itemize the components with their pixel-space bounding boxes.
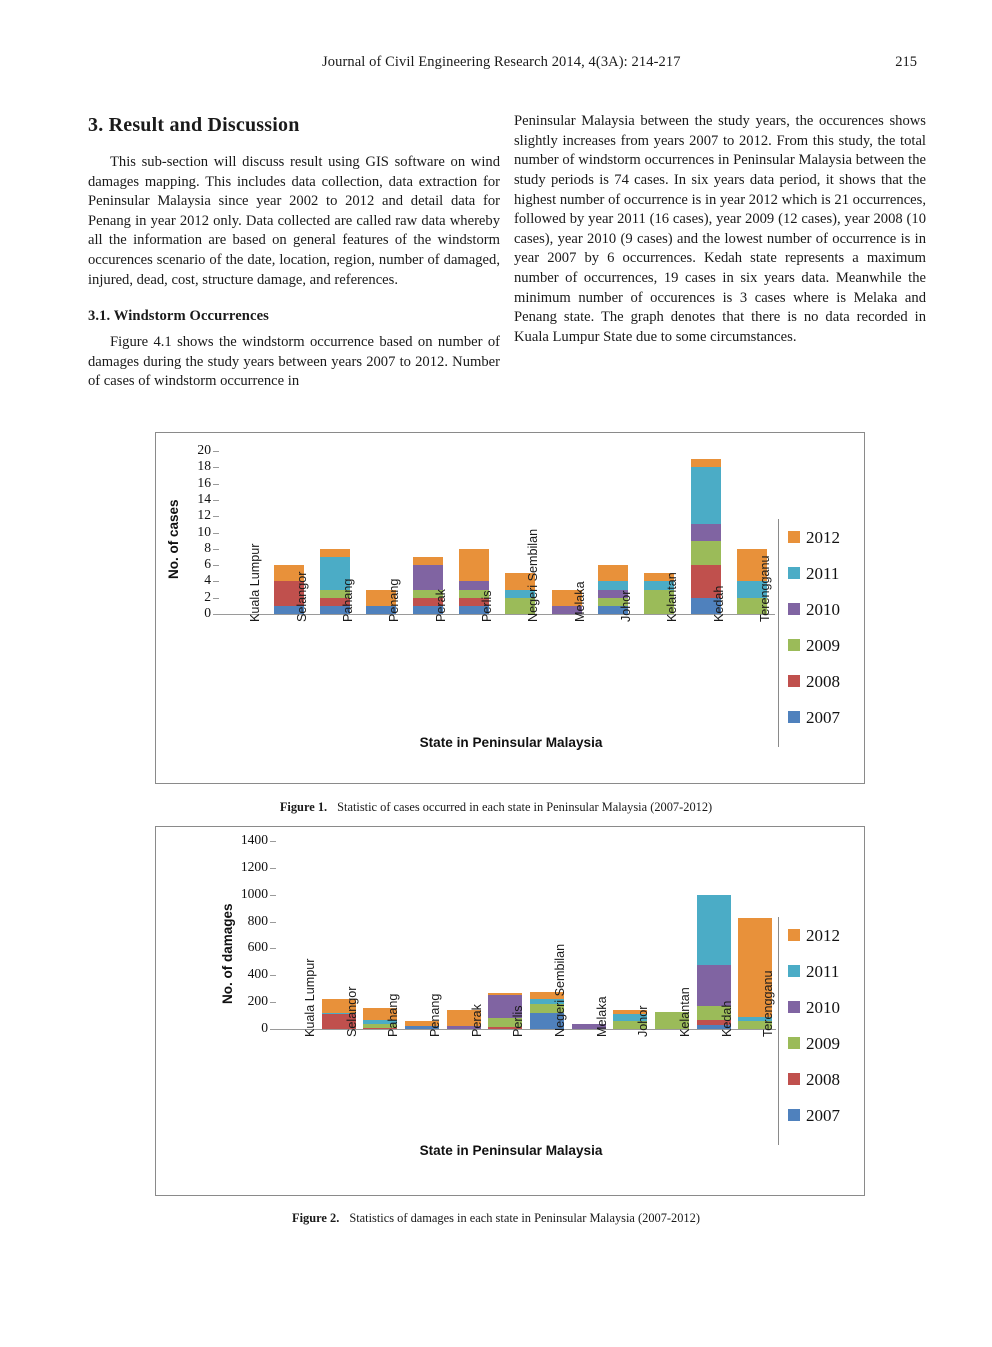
y-axis-tick-label: 18 <box>197 458 211 474</box>
legend-label: 2011 <box>806 961 840 981</box>
bar-segment-2012 <box>488 993 522 995</box>
bar-segment-2012 <box>691 459 721 467</box>
y-axis-tick-mark <box>213 500 219 501</box>
legend-item-2012[interactable] <box>788 519 840 555</box>
x-axis-tick-label: Negeri Sembilan <box>526 528 541 622</box>
y-axis-tick-label: 1400 <box>240 832 268 847</box>
y-axis-tick-mark <box>270 895 276 896</box>
x-axis-tick-label: Melaka <box>572 581 587 622</box>
legend-swatch-icon <box>788 639 800 651</box>
legend-item-2008[interactable] <box>788 1061 840 1097</box>
y-axis-tick-mark <box>213 598 219 599</box>
figure-1-caption-text: Statistic of cases occurred in each state in Peninsular Malaysia (2007-2012) <box>337 800 713 814</box>
legend-divider <box>778 519 779 747</box>
legend-swatch-icon <box>788 929 800 941</box>
x-axis-tick-label: Kedah <box>719 1000 734 1037</box>
y-axis-tick-label: 14 <box>197 490 211 506</box>
y-axis-tick-label: 200 <box>247 993 268 1009</box>
x-axis-tick-label: Perlis <box>511 1005 526 1037</box>
legend-item-2007[interactable] <box>788 1097 840 1133</box>
figure-1-frame <box>155 432 865 784</box>
x-axis-tick-label: Kedah <box>711 585 726 622</box>
x-axis-title: State in Peninsular Malaysia <box>419 735 603 750</box>
x-axis-tick-label: Kuala Lumpur <box>302 958 317 1037</box>
bar-segment-2012 <box>413 557 443 565</box>
y-axis-tick-mark <box>213 549 219 550</box>
legend-item-2011[interactable] <box>788 555 840 591</box>
legend-item-2009[interactable] <box>788 627 840 663</box>
legend-divider <box>778 917 779 1145</box>
y-axis-tick-mark <box>270 922 276 923</box>
legend-label: 2011 <box>806 563 840 583</box>
section-heading: 3. Result and Discussion <box>88 114 300 136</box>
x-axis-tick-label: Perak <box>433 589 448 622</box>
figure-2-frame <box>155 826 865 1196</box>
chart-cases-by-state <box>156 433 864 783</box>
y-axis-tick-label: 12 <box>197 507 211 523</box>
legend-item-2011[interactable] <box>788 953 840 989</box>
bar-segment-2012 <box>598 565 628 581</box>
bar-segment-2010 <box>459 581 489 589</box>
legend-item-2009[interactable] <box>788 1025 840 1061</box>
legend-label: 2008 <box>806 1069 840 1089</box>
bar-column <box>488 841 522 1029</box>
legend-item-2012[interactable] <box>788 917 840 953</box>
chart-legend <box>788 917 840 1133</box>
y-axis-tick-label: 10 <box>197 523 211 539</box>
y-axis-tick-label: 4 <box>204 572 211 588</box>
chart-damages-by-state <box>156 827 864 1195</box>
page-number: 215 <box>895 54 917 70</box>
bar-segment-2009 <box>691 541 721 565</box>
y-axis-tick-label: 1200 <box>240 858 268 874</box>
figure-2-caption <box>0 1211 992 1226</box>
y-axis-tick-mark <box>270 841 276 842</box>
legend-swatch-icon <box>788 965 800 977</box>
paragraph-windstorm-occurrences: Figure 4.1 shows the windstorm occurrence based on number of damages during the study years between years 2007 to 2012. Number of cases of windstorm occurrence in <box>88 333 500 390</box>
left-column <box>88 112 500 398</box>
y-axis-tick-mark <box>213 581 219 582</box>
x-axis-tick-label: Selangor <box>344 986 359 1037</box>
x-axis-tick-label: Kelantan <box>677 987 692 1037</box>
x-axis-tick-label: Penang <box>427 993 442 1037</box>
x-axis-tick-label: Terengganu <box>757 555 772 622</box>
legend-label: 2010 <box>806 599 840 619</box>
y-axis-tick-label: 800 <box>247 912 268 928</box>
legend-label: 2010 <box>806 997 840 1017</box>
x-axis-tick-label: Perak <box>469 1004 484 1037</box>
legend-swatch-icon <box>788 567 800 579</box>
y-axis-tick-label: 0 <box>261 1020 268 1035</box>
bar-segment-2012 <box>320 549 350 557</box>
x-axis-tick-label: Kelantan <box>665 572 680 622</box>
legend-label: 2012 <box>806 527 840 547</box>
y-axis-tick-mark <box>270 948 276 949</box>
y-axis-tick-mark <box>213 484 219 485</box>
y-axis-tick-label: 20 <box>197 442 211 457</box>
y-axis-tick-mark <box>213 565 219 566</box>
y-axis-title: No. of cases <box>166 499 181 579</box>
legend-swatch-icon <box>788 675 800 687</box>
figure-1-label: Figure 1. <box>279 800 328 814</box>
y-axis-tick-label: 8 <box>204 539 211 555</box>
bar-segment-2011 <box>691 467 721 524</box>
legend-item-2010[interactable] <box>788 591 840 627</box>
x-axis-tick-label: Johor <box>618 590 633 622</box>
figure-1-caption <box>0 800 992 815</box>
x-axis-title: State in Peninsular Malaysia <box>419 1143 603 1158</box>
legend-label: 2009 <box>806 1033 840 1053</box>
x-axis-tick-label: Terengganu <box>761 970 776 1037</box>
figure-2-label: Figure 2. <box>292 1211 340 1225</box>
y-axis-tick-label: 600 <box>247 939 268 955</box>
right-column <box>514 112 926 354</box>
x-axis-tick-label: Kuala Lumpur <box>248 543 263 622</box>
legend-swatch-icon <box>788 531 800 543</box>
x-axis-tick-label: Johor <box>636 1005 651 1037</box>
legend-swatch-icon <box>788 1109 800 1121</box>
legend-item-2007[interactable] <box>788 699 840 735</box>
subsection-heading: 3.1. Windstorm Occurrences <box>88 308 269 325</box>
paragraph-windstorm-continued: Peninsular Malaysia between the study years, the occurences shows slightly increases from years 2007 to 2012. From this study, the total number of windstorm occurrences in Peninsular Malaysia between the study periods is 74 cases. In six years data period, it shows that the highest number of occurrence is in year 2012 which is 21 occurrences, followed by year 2011 (16 cases), year 2009 (12 cases), year 2008 (10 cases), year 2010 (9 cases) and the lowest number of occurrence is in year 2007 by 6 occurrences. Kedah state represents a maximum number of occurrences, 19 cases in six years data. Meanwhile the minimum number of occurences is 3 cases where is Melaka and Penang state. The graph denotes that there is no data recorded in Kuala Lumpur State due to some circumstances. <box>514 113 926 345</box>
legend-swatch-icon <box>788 603 800 615</box>
bar-segment-2012 <box>459 549 489 582</box>
bar-column <box>447 841 481 1029</box>
legend-swatch-icon <box>788 1001 800 1013</box>
y-axis-tick-mark <box>213 451 219 452</box>
chart-legend <box>788 519 840 735</box>
legend-swatch-icon <box>788 711 800 723</box>
y-axis-tick-label: 16 <box>197 474 211 490</box>
legend-item-2010[interactable] <box>788 989 840 1025</box>
journal-citation: Journal of Civil Engineering Research 2014, 4(3A): 214-217 <box>322 54 681 70</box>
y-axis-tick-mark <box>270 868 276 869</box>
x-axis-tick-label: Perlis <box>479 590 494 622</box>
bar-segment-2011 <box>598 581 628 589</box>
legend-swatch-icon <box>788 1073 800 1085</box>
legend-label: 2007 <box>806 1105 840 1125</box>
legend-label: 2008 <box>806 671 840 691</box>
x-axis-tick-label: Penang <box>387 578 402 622</box>
legend-label: 2012 <box>806 925 840 945</box>
y-axis-tick-label: 400 <box>247 966 268 982</box>
x-axis-tick-label: Pahang <box>340 578 355 622</box>
x-axis-tick-label: Negeri Sembilan <box>552 943 567 1037</box>
legend-label: 2009 <box>806 635 840 655</box>
bar-column <box>613 841 647 1029</box>
bar-segment-2010 <box>413 565 443 589</box>
y-axis-tick-mark <box>213 467 219 468</box>
x-axis-tick-label: Selangor <box>294 571 309 622</box>
legend-item-2008[interactable] <box>788 663 840 699</box>
y-axis-tick-label: 6 <box>204 556 211 572</box>
figure-2-caption-text: Statistics of damages in each state in Peninsular Malaysia (2007-2012) <box>349 1211 700 1225</box>
y-axis-tick-mark <box>213 516 219 517</box>
y-axis-tick-mark <box>270 1002 276 1003</box>
y-axis-title: No. of damages <box>220 903 235 1004</box>
x-axis-tick-label: Pahang <box>386 993 401 1037</box>
y-axis-tick-label: 2 <box>204 588 211 604</box>
bar-segment-2011 <box>697 895 731 965</box>
y-axis-tick-mark <box>213 533 219 534</box>
x-axis-tick-label: Melaka <box>594 996 609 1037</box>
bar-segment-2010 <box>691 524 721 540</box>
y-axis-tick-label: 0 <box>204 605 211 620</box>
y-axis-tick-mark <box>270 975 276 976</box>
y-axis-tick-label: 1000 <box>240 885 268 901</box>
legend-swatch-icon <box>788 1037 800 1049</box>
paragraph-intro: This sub-section will discuss result using GIS software on wind damages mapping. This includes data collection, data extraction for Peninsular Malaysia since year 2002 to 2012 and detail data for Penang in year 2012 only. Data collected are called raw data whereby all the information are based on general features of the windstorm occurences scenario of the date, location, region, number of damaged, injured, dead, cost, structure damage, and references. <box>88 153 500 288</box>
legend-label: 2007 <box>806 707 840 727</box>
running-head <box>0 54 992 76</box>
